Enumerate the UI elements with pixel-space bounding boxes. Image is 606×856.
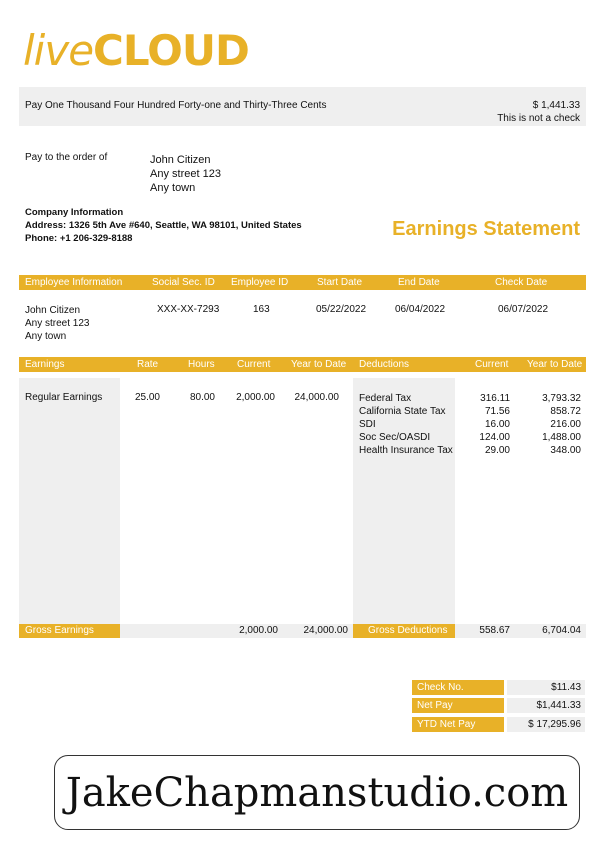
company-address: Address: 1326 5th Ave #640, Seattle, WA 98101, United States (25, 220, 302, 231)
employee-name: John Citizen (25, 305, 81, 316)
employee-town: Any town (25, 331, 67, 342)
company-heading: Company Information (25, 207, 124, 218)
header-ssn: Social Sec. ID (152, 277, 215, 288)
deduction-name: California State Tax (359, 406, 446, 417)
payee-town: Any town (150, 182, 196, 194)
company-logo (23, 26, 249, 76)
earning-rate: 25.00 (134, 392, 160, 403)
header-start-date: Start Date (317, 277, 363, 288)
deduction-ytd: 858.72 (550, 406, 581, 417)
deduction-ytd: 216.00 (550, 419, 581, 430)
employee-start-date: 05/22/2022 (316, 304, 367, 315)
deduction-current: 29.00 (484, 445, 510, 456)
check-no-label: Check No. (412, 680, 504, 695)
deduction-name: Health Insurance Tax (359, 445, 453, 456)
payee-name: John Citizen (150, 154, 211, 166)
deduction-name: SDI (359, 419, 376, 430)
deduction-name: Federal Tax (359, 393, 412, 404)
header-earnings: Earnings (25, 359, 65, 370)
gross-earnings-label-box (19, 624, 120, 638)
deduction-ytds (524, 392, 581, 457)
deduction-current: 124.00 (479, 432, 510, 443)
header-current: Current (237, 359, 271, 370)
pay-to-label: Pay to the order of (25, 152, 108, 163)
earnings-header-bar (19, 357, 586, 372)
earning-current: 2,000.00 (236, 392, 275, 403)
logo-part-live: live (23, 26, 94, 75)
employee-end-date: 06/04/2022 (395, 304, 446, 315)
deduction-current: 16.00 (484, 419, 510, 430)
earning-name: Regular Earnings (25, 392, 103, 403)
deduction-currents (462, 392, 510, 457)
header-ded-ytd: Year to Date (527, 359, 583, 370)
amount-in-words: Pay One Thousand Four Hundred Forty-one and Thirty-Three Cents (25, 100, 327, 111)
company-phone: Phone: +1 206-329-8188 (25, 233, 133, 244)
ytd-net-pay-value: $ 17,295.96 (507, 717, 585, 732)
check-amount: $ 1,441.33 (532, 100, 580, 111)
deduction-current: 316.11 (480, 393, 510, 404)
check-no-value: $11.43 (507, 680, 585, 695)
watermark-text: JakeChapmanstudio.com (65, 769, 569, 816)
employee-id-value: 163 (253, 304, 270, 315)
header-employee-info: Employee Information (25, 277, 123, 288)
statement-title: Earnings Statement (392, 218, 580, 240)
deduction-names (359, 392, 453, 457)
deduction-ytd: 1,488.00 (542, 432, 581, 443)
earning-hours: 80.00 (189, 392, 215, 403)
header-deductions: Deductions (359, 359, 410, 370)
header-hours: Hours (188, 359, 215, 370)
employee-check-date: 06/07/2022 (498, 304, 549, 315)
earnings-name-column (19, 378, 120, 626)
earning-ytd: 24,000.00 (294, 392, 339, 403)
gross-current: 2,000.00 (239, 625, 278, 636)
gross-deductions-label-box (353, 624, 455, 638)
payee-address (150, 153, 221, 195)
gross-deductions-label: Gross Deductions (368, 625, 448, 636)
payee-street: Any street 123 (150, 168, 221, 180)
logo-part-cloud: CLOUD (93, 26, 249, 75)
employee-header-bar (19, 275, 586, 290)
deduction-ytd: 3,793.32 (542, 393, 581, 404)
employee-address (25, 304, 89, 343)
deduction-ytd: 348.00 (550, 445, 581, 456)
deductions-current-total: 558.67 (479, 625, 510, 636)
company-info (25, 206, 302, 245)
deductions-ytd-total: 6,704.04 (542, 625, 581, 636)
gross-ytd: 24,000.00 (303, 625, 348, 636)
employee-street: Any street 123 (25, 318, 90, 329)
gross-earnings-label: Gross Earnings (25, 625, 94, 636)
net-pay-value: $1,441.33 (507, 698, 585, 713)
net-pay-label: Net Pay (412, 698, 504, 713)
deduction-name: Soc Sec/OASDI (359, 432, 431, 443)
header-check-date: Check Date (495, 277, 548, 288)
header-ded-current: Current (475, 359, 509, 370)
watermark-banner (54, 755, 580, 830)
deduction-current: 71.56 (484, 406, 510, 417)
amount-bar (19, 87, 586, 126)
ytd-net-pay-label: YTD Net Pay (412, 717, 504, 732)
header-rate: Rate (137, 359, 159, 370)
header-employee-id: Employee ID (231, 277, 289, 288)
employee-ssn: XXX-XX-7293 (157, 304, 220, 315)
header-end-date: End Date (398, 277, 440, 288)
not-a-check-note: This is not a check (497, 113, 580, 124)
header-ytd: Year to Date (291, 359, 347, 370)
